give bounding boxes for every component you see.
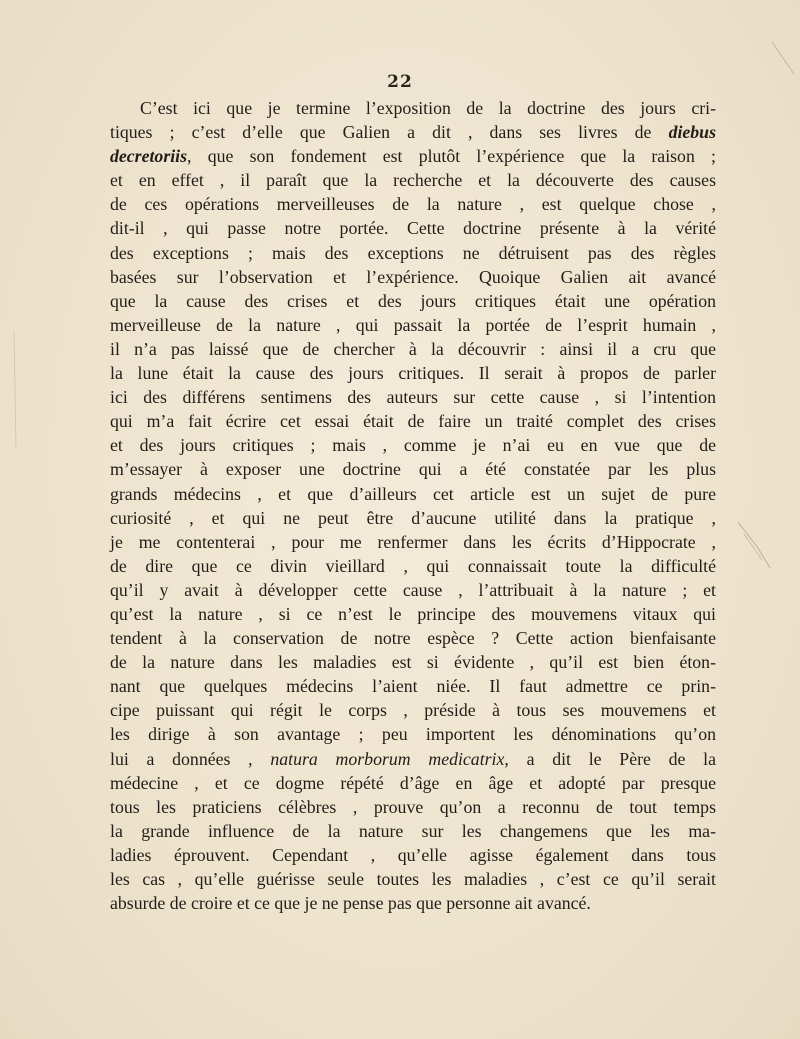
text-line <box>110 698 716 722</box>
text-segment: ladies éprouvent. Cependant , qu’elle agisse également dans tous <box>110 844 716 865</box>
text-segment: , a dit le Père de la <box>504 748 716 769</box>
text-line <box>110 650 716 674</box>
text-segment: des exceptions ; mais des exceptions ne détruisent pas des règles <box>110 242 716 263</box>
text-line <box>110 771 716 795</box>
text-segment: nant que quelques médecins l’aient niée. Il faut admettre ce prin- <box>110 676 716 697</box>
text-line <box>110 891 716 915</box>
text-line <box>110 289 716 313</box>
text-line <box>110 722 716 746</box>
text-segment: de la nature dans les maladies est si évidente , qu’il est bien éton- <box>110 652 716 673</box>
page-number: 22 <box>387 72 413 92</box>
text-line <box>110 578 716 602</box>
text-segment: et en effet , il paraît que la recherche et la découverte des causes <box>110 170 716 191</box>
text-line <box>110 819 716 843</box>
text-line <box>110 795 716 819</box>
text-segment: tiques ; c’est d’elle que Galien a dit , dans ses livres de <box>110 122 669 143</box>
text-segment: curiosité , et qui ne peut être d’aucune utilité dans la pratique , <box>110 507 716 528</box>
text-segment: la lune était la cause des jours critiques. Il serait à propos de parler <box>110 363 716 384</box>
text-segment: lui a données , <box>110 748 271 769</box>
text-line <box>110 96 716 120</box>
latin-term: diebus <box>668 122 716 143</box>
text-line <box>110 409 716 433</box>
text-line <box>110 626 716 650</box>
text-segment: qu’est la nature , si ce n’est le principe des mouvemens vitaux qui <box>110 603 716 624</box>
text-segment: tendent à la conservation de notre espèce ? Cette action bienfaisante <box>110 628 716 649</box>
text-segment: basées sur l’observation et l’expérience. Quoique Galien ait avancé <box>110 266 716 287</box>
text-line <box>110 265 716 289</box>
text-line <box>110 747 716 771</box>
text-segment: médecine , et ce dogme répété d’âge en âge et adopté par presque <box>110 772 716 793</box>
text-segment: merveilleuse de la nature , qui passait la portée de l’esprit humain , <box>110 314 716 335</box>
text-line <box>110 482 716 506</box>
text-line <box>110 554 716 578</box>
text-segment: C’est ici que je termine l’exposition de la doctrine des jours cri- <box>140 98 716 118</box>
text-segment: de ces opérations merveilleuses de la nature , est quelque chose , <box>110 194 716 215</box>
text-segment: que la cause des crises et des jours critiques était une opération <box>110 290 716 311</box>
text-segment: la grande influence de la nature sur les changemens que les ma- <box>110 820 716 841</box>
latin-term: decretoriis <box>110 146 188 167</box>
text-line <box>110 433 716 457</box>
text-segment: il n’a pas laissé que de chercher à la découvrir : ainsi il a cru que <box>110 338 716 359</box>
text-segment: qui m’a fait écrire cet essai était de faire un traité complet des crises <box>110 411 716 432</box>
text-line <box>110 530 716 554</box>
margin-mark-right <box>736 520 776 580</box>
text-line <box>110 337 716 361</box>
text-segment: je me contenterai , pour me renfermer dans les écrits d’Hippocrate , <box>110 531 716 552</box>
text-segment: dit-il , qui passe notre portée. Cette doctrine présente à la vérité <box>110 218 716 239</box>
text-segment: grands médecins , et que d’ailleurs cet article est un sujet de pure <box>110 483 716 504</box>
text-segment: absurde de croire et ce que je ne pense pas que personne ait avancé. <box>110 893 591 914</box>
text-segment: cipe puissant qui régit le corps , préside à tous ses mouvemens et <box>110 700 716 721</box>
text-line <box>110 313 716 337</box>
text-segment: les dirige à son avantage ; peu importent les dénominations qu’on <box>110 724 716 745</box>
text-line <box>110 843 716 867</box>
text-segment: m’essayer à exposer une doctrine qui a été constatée par les plus <box>110 459 716 480</box>
text-line <box>110 602 716 626</box>
latin-quote: natura morborum medicatrix <box>270 748 505 769</box>
text-line <box>110 674 716 698</box>
text-line <box>110 457 716 481</box>
text-line <box>110 216 716 240</box>
text-segment: ici des différens sentimens des auteurs sur cette cause , si l’intention <box>110 387 716 408</box>
text-segment: et des jours critiques ; mais , comme je n’ai eu en vue que de <box>110 435 716 456</box>
body-paragraph <box>110 96 716 915</box>
text-line <box>110 120 716 144</box>
text-line <box>110 361 716 385</box>
text-line <box>110 385 716 409</box>
text-line <box>110 241 716 265</box>
text-line <box>110 168 716 192</box>
text-segment: qu’il y avait à développer cette cause , l’attribuait à la nature ; et <box>110 579 716 600</box>
text-segment: les cas , qu’elle guérisse seule toutes les maladies , c’est ce qu’il serait <box>110 869 716 889</box>
text-line <box>110 867 716 891</box>
text-line <box>110 506 716 530</box>
text-line <box>110 192 716 216</box>
text-segment: tous les praticiens célèbres , prouve qu’on a reconnu de tout temps <box>110 796 716 817</box>
text-line <box>110 144 716 168</box>
margin-mark-left <box>8 330 28 450</box>
text-segment: , que son fondement est plutôt l’expérience que la raison ; <box>187 146 716 167</box>
text-segment: de dire que ce divin vieillard , qui connaissait toute la difficulté <box>110 555 716 576</box>
